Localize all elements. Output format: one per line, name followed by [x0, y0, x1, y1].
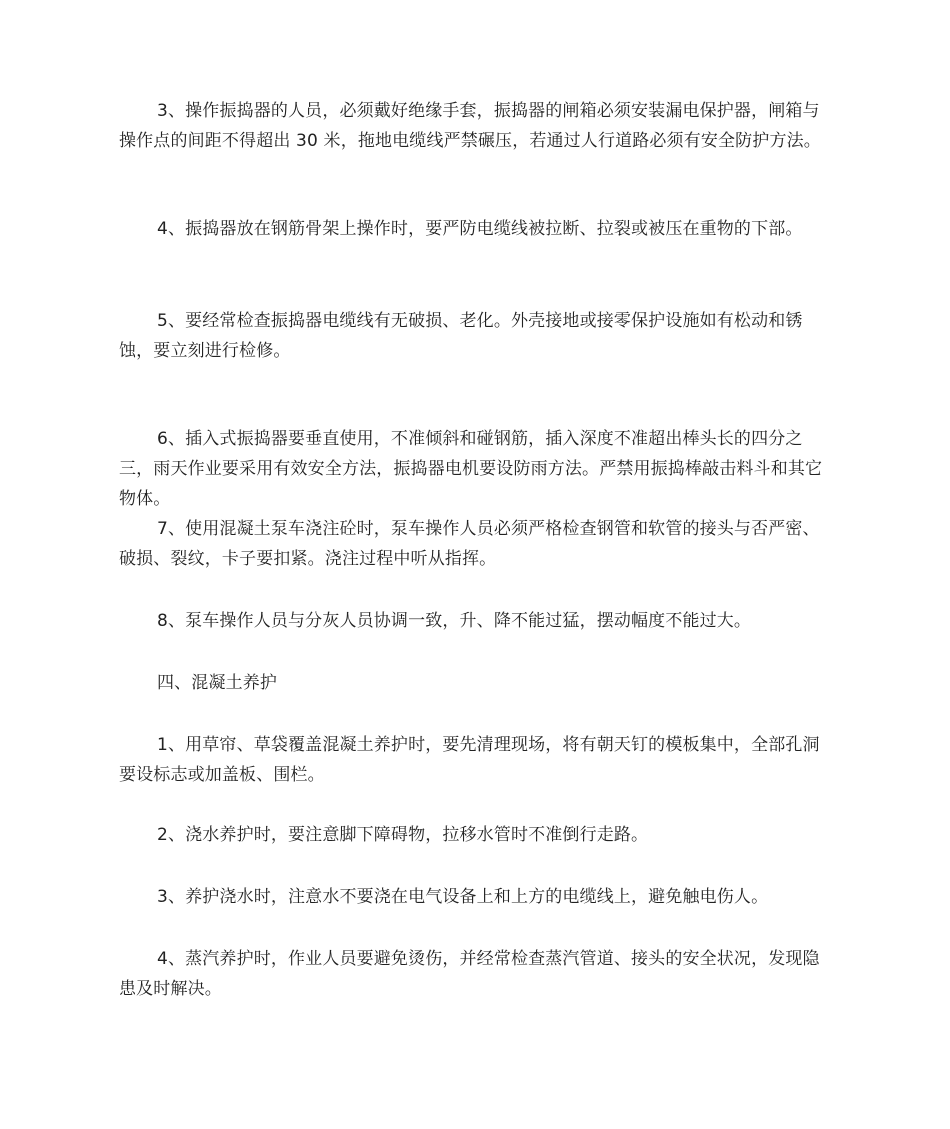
paragraph-cable-inspection: 5、要经常检查振捣器电缆线有无破损、老化。外壳接地或接零保护设施如有松动和锈蚀，要立刻进行检修。 — [119, 311, 803, 361]
paragraph-electrical-safety: 3、养护浇水时，注意水不要浇在电气设备上和上方的电缆线上，避免触电伤人。 — [157, 887, 769, 907]
paragraph-watering-curing: 2、浇水养护时，要注意脚下障碍物，拉移水管时不准倒行走路。 — [157, 825, 649, 845]
paragraph-steam-curing: 4、蒸汽养护时，作业人员要避免烫伤，并经常检查蒸汽管道、接头的安全状况，发现隐患及时解决。 — [119, 949, 820, 999]
paragraph-vibrator-operator-safety: 3、操作振捣器的人员，必须戴好绝缘手套，振捣器的闸箱必须安装漏电保护器，闸箱与操作点的间距不得超出 30 米，拖地电缆线严禁碾压，若通过人行道路必须有安全防护方法。 — [119, 101, 821, 151]
paragraph-pump-coordination: 8、泵车操作人员与分灰人员协调一致，升、降不能过猛，摆动幅度不能过大。 — [157, 611, 752, 631]
paragraph-insertion-vibrator: 6、插入式振捣器要垂直使用，不准倾斜和碰钢筋，插入深度不准超出棒头长的四分之三，雨天作业要采用有效安全方法，振捣器电机要设防雨方法。严禁用振捣棒敲击料斗和其它物体。 — [119, 429, 823, 509]
paragraph-pump-truck-pouring: 7、使用混凝土泵车浇注砼时，泵车操作人员必须严格检查钢管和软管的接头与否严密、破损、裂纹，卡子要扣紧。浇注过程中听从指挥。 — [119, 519, 820, 569]
paragraph-covering-curing: 1、用草帘、草袋覆盖混凝土养护时，要先清理现场，将有朝天钉的模板集中，全部孔洞要设标志或加盖板、围栏。 — [119, 735, 820, 785]
section-heading-concrete-curing: 四、混凝土养护 — [157, 673, 278, 693]
paragraph-vibrator-on-rebar: 4、振捣器放在钢筋骨架上操作时，要严防电缆线被拉断、拉裂或被压在重物的下部。 — [157, 219, 803, 239]
